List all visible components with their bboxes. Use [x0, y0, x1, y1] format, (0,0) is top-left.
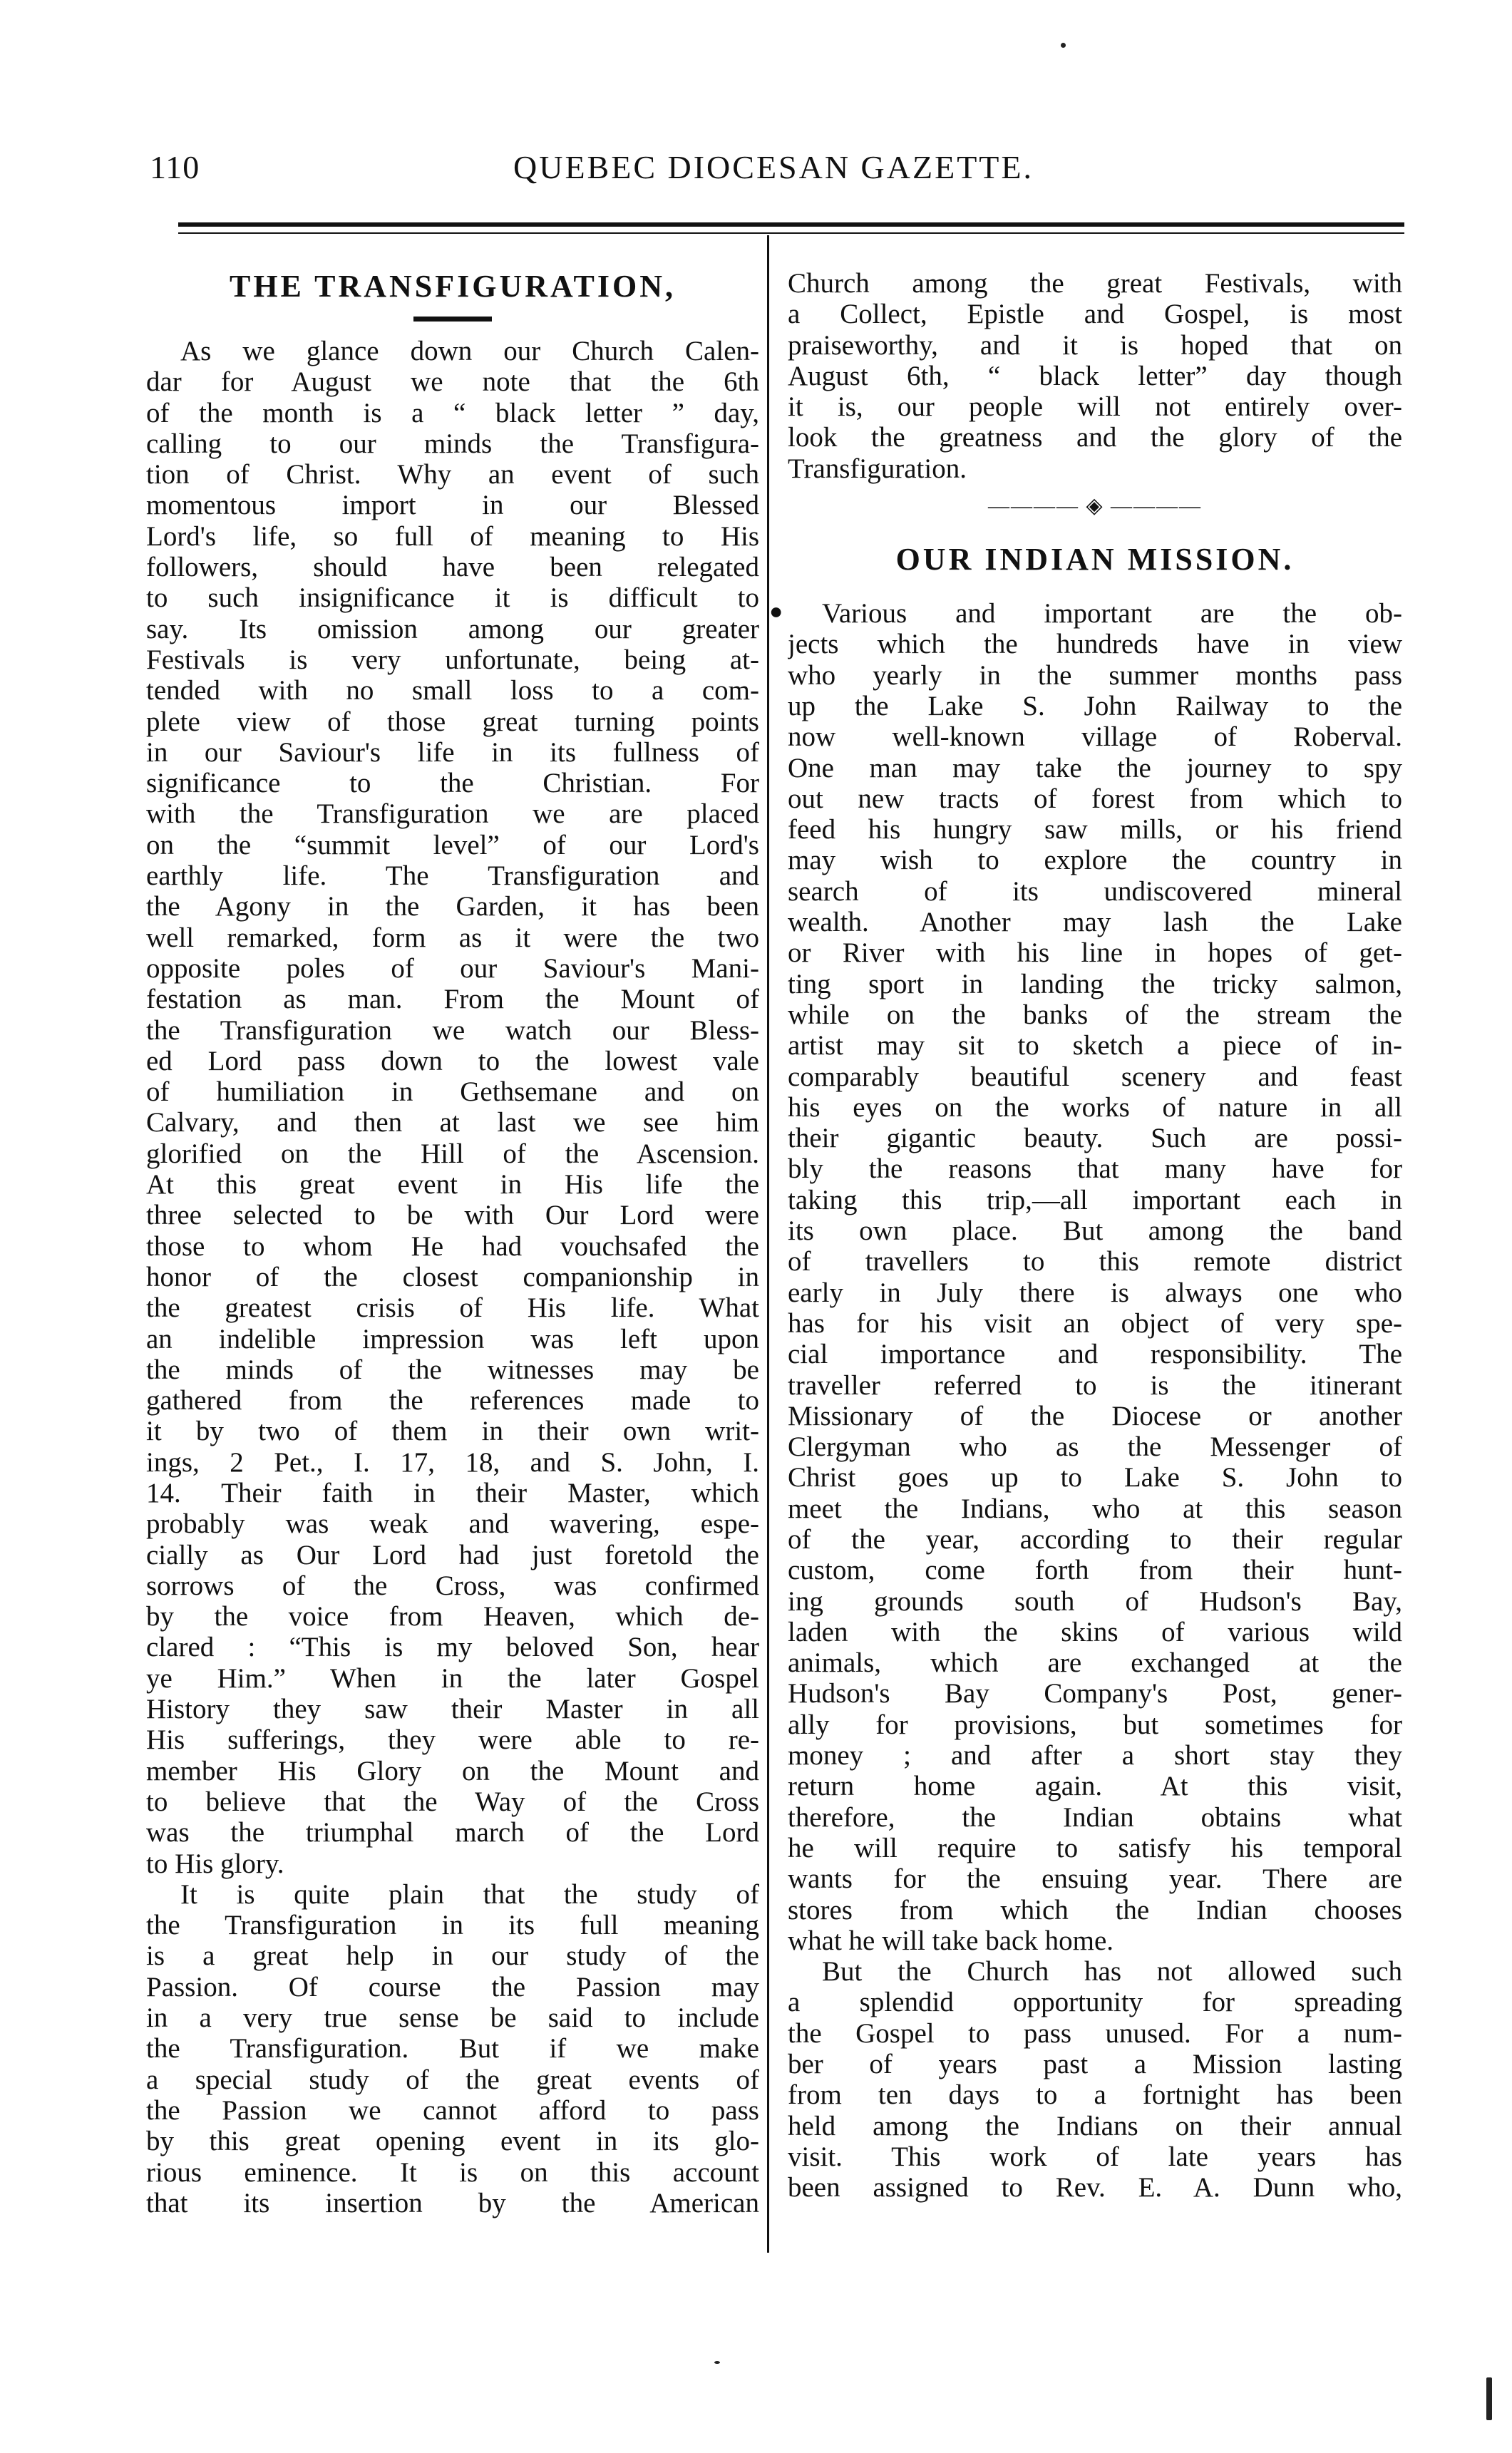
text-line: feed his hungry saw mills, or his friend — [788, 814, 1402, 845]
text-line: probably was weak and wavering, espe- — [146, 1508, 759, 1540]
text-line: his eyes on the works of nature in all — [788, 1091, 1402, 1123]
text-line: artist may sit to sketch a piece of in- — [788, 1030, 1402, 1061]
text-line: festation as man. From the Mount of — [146, 984, 759, 1015]
text-line: say. Its omission among our greater — [146, 613, 759, 644]
text-line: Calvary, and then at last we see him — [146, 1107, 759, 1138]
text-line: Lord's life, so full of meaning to His — [146, 520, 759, 552]
article-title-indian-mission: OUR INDIAN MISSION. — [895, 542, 1295, 577]
text-line: clared : “This is my beloved Son, hear — [146, 1632, 759, 1663]
text-line: Christ goes up to Lake S. John to — [788, 1462, 1402, 1493]
text-line: three selected to be with Our Lord were — [146, 1200, 759, 1231]
text-line: the Agony in the Garden, it has been — [146, 891, 759, 922]
page-edge-mark — [1486, 2377, 1492, 2420]
text-line: honor of the closest companionship in — [146, 1261, 759, 1292]
text-line: traveller referred to is the itinerant — [788, 1369, 1402, 1401]
paragraph-continuation — [788, 268, 1402, 484]
text-line: meet the Indians, who at this season — [788, 1493, 1402, 1524]
text-line: opposite poles of our Saviour's Mani- — [146, 952, 759, 984]
text-line: Transfiguration. — [788, 453, 967, 484]
text-line: early in July there is always one who — [788, 1277, 1402, 1308]
text-line: is a great help in our study of the — [146, 1940, 759, 1972]
text-line: those to whom He had vouchsafed the — [146, 1230, 759, 1262]
text-line: One man may take the journey to spy — [788, 752, 1402, 783]
text-line: animals, which are exchanged at the — [788, 1647, 1402, 1679]
text-line: return home again. At this visit, — [788, 1771, 1402, 1802]
text-line: by the voice from Heaven, which de- — [146, 1601, 759, 1632]
text-line: the Transfiguration we watch our Bless- — [146, 1014, 759, 1046]
article-title-transfiguration: THE TRANSFIGURATION, — [229, 269, 677, 304]
column-divider — [767, 235, 769, 2253]
text-line: tended with no small loss to a com- — [146, 675, 759, 706]
page-number: 110 — [150, 149, 200, 185]
text-line: rious eminence. It is on this account — [146, 2156, 759, 2188]
text-line: jects which the hundreds have in view — [788, 629, 1402, 660]
text-line: ally for provisions, but sometimes for — [788, 1709, 1402, 1740]
text-line: ting sport in landing the tricky salmon, — [788, 968, 1402, 999]
header-rule-thick — [178, 222, 1404, 227]
text-line: now well-known village of Roberval. — [788, 721, 1402, 753]
text-line: their gigantic beauty. Such are possi- — [788, 1123, 1402, 1154]
text-line: followers, should have been relegated — [146, 552, 759, 583]
text-line: Passion. Of course the Passion may — [146, 1971, 759, 2002]
text-line: been assigned to Rev. E. A. Dunn who, — [788, 2172, 1402, 2203]
text-line: tion of Christ. Why an event of such — [146, 459, 759, 490]
text-line: praiseworthy, and it is hoped that on — [788, 329, 1402, 361]
text-line: an indelible impression was left upon — [146, 1323, 759, 1354]
text-line: who yearly in the summer months pass — [788, 659, 1402, 691]
text-line: August 6th, “ black letter” day though — [788, 360, 1402, 391]
text-line: cial importance and responsibility. The — [788, 1339, 1402, 1370]
text-line: earthly life. The Transfiguration and — [146, 860, 759, 892]
text-line: it by two of them in their own writ- — [146, 1416, 759, 1447]
text-line: laden with the skins of various wild — [788, 1616, 1402, 1647]
text-line: held among the Indians on their annual — [788, 2110, 1402, 2141]
text-line: a special study of the great events of — [146, 2064, 759, 2095]
text-line: has for his visit an object of very spe- — [788, 1307, 1402, 1339]
text-line: look the greatness and the glory of the — [788, 422, 1402, 453]
text-line: plete view of those great turning points — [146, 706, 759, 737]
publication-title: QUEBEC DIOCESAN GAZETTE. — [513, 149, 1034, 185]
text-line: what he will take back home. — [788, 1925, 1114, 1956]
text-line: well remarked, form as it were the two — [146, 922, 759, 953]
text-line: therefore, the Indian obtains what — [788, 1801, 1402, 1833]
header-rule-thin — [178, 232, 1404, 234]
text-line: sorrows of the Cross, was confirmed — [146, 1570, 759, 1601]
text-line: while on the banks of the stream the — [788, 999, 1402, 1030]
text-line: to His glory. — [146, 1848, 284, 1879]
text-line: the minds of the witnesses may be — [146, 1354, 759, 1385]
paragraph — [788, 1956, 1402, 2203]
text-line: ings, 2 Pet., I. 17, 18, and S. John, I. — [146, 1446, 759, 1478]
text-line: the Passion we cannot afford to pass — [146, 2094, 759, 2126]
text-line: its own place. But among the band — [788, 1215, 1402, 1247]
text-line: cially as Our Lord had just foretold the — [146, 1539, 759, 1570]
text-line: gathered from the references made to — [146, 1385, 759, 1416]
running-head — [150, 140, 1397, 190]
left-column — [146, 264, 759, 2218]
text-line: As we glance down our Church Calen- — [180, 336, 759, 366]
text-line: significance to the Christian. For — [146, 768, 759, 799]
text-line: wants for the ensuing year. There are — [788, 1863, 1402, 1895]
paragraph — [146, 336, 759, 1879]
text-line: ye Him.” When in the later Gospel — [146, 1662, 759, 1694]
text-line: from ten days to a fortnight has been — [788, 2079, 1402, 2111]
text-line: His sufferings, they were able to re- — [146, 1724, 759, 1756]
text-line: History they saw their Master in all — [146, 1694, 759, 1725]
text-line: momentous import in our Blessed — [146, 490, 759, 521]
text-line: the Gospel to pass unused. For a num- — [788, 2017, 1402, 2049]
text-line: on the “summit level” of our Lord's — [146, 829, 759, 860]
text-line: ing grounds south of Hudson's Bay, — [788, 1585, 1402, 1617]
text-line: of the year, according to their regular — [788, 1523, 1402, 1555]
text-line: the greatest crisis of His life. What — [146, 1292, 759, 1324]
text-line: Missionary of the Diocese or another — [788, 1400, 1402, 1431]
text-line: it is, our people will not entirely over- — [788, 391, 1402, 423]
text-line: Festivals is very unfortunate, being at- — [146, 644, 759, 675]
text-line: by this great opening event in its glo- — [146, 2126, 759, 2157]
text-line: Church among the great Festivals, with — [788, 268, 1402, 299]
text-line: visit. This work of late years has — [788, 2141, 1402, 2172]
text-line: in a very true sense be said to include — [146, 2002, 759, 2034]
paragraph — [146, 1879, 759, 2218]
right-column — [769, 268, 1402, 2203]
section-separator: ———— ◈ ———— — [987, 494, 1203, 518]
bullet-mark: ● — [769, 598, 783, 624]
text-line: a Collect, Epistle and Gospel, is most — [788, 299, 1402, 330]
text-line: Clergyman who as the Messenger of — [788, 1431, 1402, 1463]
text-line: may wish to explore the country in — [788, 845, 1402, 876]
text-line: calling to our minds the Transfigura- — [146, 428, 759, 459]
text-line: the Transfiguration. But if we make — [146, 2033, 759, 2064]
text-line: Hudson's Bay Company's Post, gener- — [788, 1678, 1402, 1709]
text-line: the Transfiguration in its full meaning — [146, 1910, 759, 1941]
text-line: with the Transfiguration we are placed — [146, 798, 759, 830]
text-line: wealth. Another may lash the Lake — [788, 907, 1402, 938]
text-line: was the triumphal march of the Lord — [146, 1817, 759, 1848]
text-line: 14. Their faith in their Master, which — [146, 1477, 759, 1508]
text-line: search of its undiscovered mineral — [788, 875, 1402, 907]
text-line: of the month is a “ black letter ” day, — [146, 397, 759, 428]
text-line: stores from which the Indian chooses — [788, 1894, 1402, 1925]
text-line: Various and important are the ob- — [822, 598, 1402, 629]
text-line: ber of years past a Mission lasting — [788, 2049, 1402, 2080]
text-line: At this great event in His life the — [146, 1169, 759, 1200]
print-speck — [1061, 43, 1066, 48]
text-line: of humiliation in Gethsemane and on — [146, 1076, 759, 1108]
text-line: or River with his line in hopes of get- — [788, 937, 1402, 969]
print-speck — [714, 2361, 720, 2364]
text-line: It is quite plain that the study of — [180, 1878, 759, 1910]
text-line: custom, come forth from their hunt- — [788, 1555, 1402, 1586]
paragraph — [769, 598, 1402, 1956]
text-line: he will require to satisfy his temporal — [788, 1832, 1402, 1863]
text-line: But the Church has not allowed such — [822, 1956, 1402, 1987]
title-rule — [413, 317, 492, 322]
text-line: ed Lord pass down to the lowest vale — [146, 1045, 759, 1076]
text-line: of travellers to this remote district — [788, 1246, 1402, 1277]
text-line: that its insertion by the American — [146, 2187, 759, 2218]
text-line: money ; and after a short stay they — [788, 1740, 1402, 1771]
text-line: a splendid opportunity for spreading — [788, 1987, 1402, 2018]
text-line: to such insignificance it is difficult to — [146, 582, 759, 614]
text-line: member His Glory on the Mount and — [146, 1755, 759, 1786]
text-line: out new tracts of forest from which to — [788, 783, 1402, 814]
text-line: dar for August we note that the 6th — [146, 366, 759, 398]
text-line: up the Lake S. John Railway to the — [788, 690, 1402, 721]
text-line: to believe that the Way of the Cross — [146, 1786, 759, 1817]
text-line: bly the reasons that many have for — [788, 1153, 1402, 1185]
text-line: taking this trip,—all important each in — [788, 1184, 1402, 1215]
text-line: glorified on the Hill of the Ascension. — [146, 1138, 759, 1169]
text-line: comparably beautiful scenery and feast — [788, 1061, 1402, 1092]
text-line: in our Saviour's life in its fullness of — [146, 736, 759, 768]
